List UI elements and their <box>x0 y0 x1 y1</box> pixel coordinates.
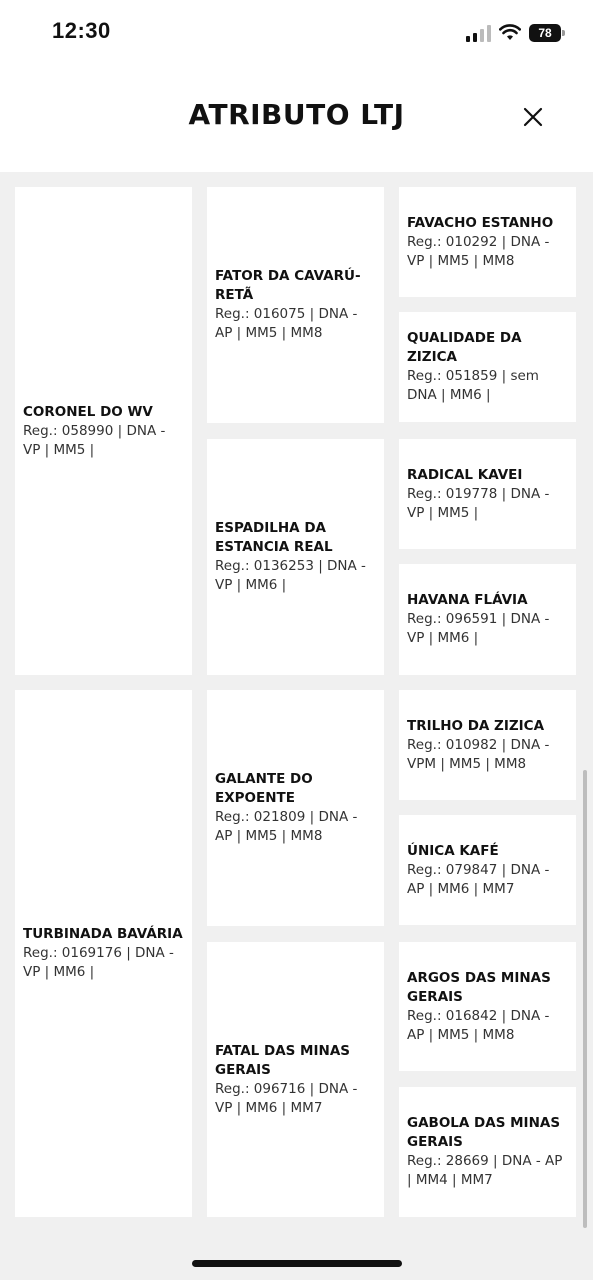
pedigree-card[interactable] <box>399 1087 576 1217</box>
animal-name: ARGOS DAS MINAS GERAIS <box>407 969 551 1005</box>
pedigree-card[interactable] <box>15 690 192 1217</box>
page-title: ATRIBUTO LTJ <box>188 98 405 131</box>
pedigree-card[interactable] <box>207 942 384 1217</box>
animal-info: Reg.: 010982 | DNA - VPM | MM5 | MM8 <box>407 736 550 772</box>
animal-info: Reg.: 016842 | DNA - AP | MM5 | MM8 <box>407 1007 550 1043</box>
home-indicator[interactable] <box>192 1260 402 1267</box>
animal-info: Reg.: 010292 | DNA - VP | MM5 | MM8 <box>407 233 550 269</box>
animal-name: ÚNICA KAFÉ <box>407 842 499 859</box>
animal-name: FAVACHO ESTANHO <box>407 214 554 231</box>
battery-level: 78 <box>538 26 552 40</box>
animal-info: Reg.: 016075 | DNA - AP | MM5 | MM8 <box>215 306 358 341</box>
wifi-icon <box>499 24 521 42</box>
animal-info: Reg.: 021809 | DNA - AP | MM5 | MM8 <box>215 809 358 844</box>
animal-info: Reg.: 058990 | DNA - VP | MM5 | <box>23 422 166 458</box>
animal-name: GABOLA DAS MINAS GERAIS <box>407 1115 561 1150</box>
pedigree-card[interactable] <box>399 690 576 800</box>
animal-name: FATOR DA CAVARÚ-RETÃ <box>215 268 361 303</box>
pedigree-card[interactable] <box>399 815 576 925</box>
animal-info: Reg.: 096591 | DNA - VP | MM6 | <box>407 611 550 646</box>
animal-name: QUALIDADE DA ZIZICA <box>407 330 522 365</box>
animal-name: FATAL DAS MINAS GERAIS <box>215 1042 350 1078</box>
pedigree-card[interactable] <box>399 439 576 549</box>
pedigree-card[interactable] <box>399 187 576 297</box>
pedigree-card[interactable] <box>207 690 384 926</box>
status-time: 12:30 <box>52 18 111 43</box>
pedigree-card[interactable] <box>207 187 384 423</box>
status-icons <box>466 22 561 44</box>
cellular-signal-icon <box>466 24 491 42</box>
animal-name: RADICAL KAVEI <box>407 466 523 483</box>
animal-info: Reg.: 079847 | DNA - AP | MM6 | MM7 <box>407 861 550 897</box>
pedigree-card[interactable] <box>15 187 192 675</box>
animal-name: GALANTE DO EXPOENTE <box>215 771 313 806</box>
animal-name: HAVANA FLÁVIA <box>407 592 528 608</box>
animal-info: Reg.: 28669 | DNA - AP | MM4 | MM7 <box>407 1153 563 1188</box>
animal-name: CORONEL DO WV <box>23 403 153 420</box>
animal-info: Reg.: 096716 | DNA - VP | MM6 | MM7 <box>215 1080 358 1116</box>
scrollbar[interactable] <box>583 770 587 1228</box>
battery-icon <box>529 24 561 42</box>
pedigree-card[interactable] <box>399 942 576 1071</box>
pedigree-card[interactable] <box>399 312 576 422</box>
animal-info: Reg.: 0169176 | DNA - VP | MM6 | <box>23 945 174 980</box>
animal-info: Reg.: 019778 | DNA - VP | MM5 | <box>407 485 550 521</box>
animal-name: TURBINADA BAVÁRIA <box>23 926 183 942</box>
pedigree-card[interactable] <box>399 564 576 675</box>
animal-info: Reg.: 051859 | sem DNA | MM6 | <box>407 368 539 403</box>
animal-info: Reg.: 0136253 | DNA - VP | MM6 | <box>215 558 366 593</box>
pedigree-card[interactable] <box>207 439 384 675</box>
close-icon[interactable] <box>518 102 548 132</box>
animal-name: ESPADILHA DA ESTANCIA REAL <box>215 520 333 555</box>
top-bar <box>0 0 593 172</box>
animal-name: TRILHO DA ZIZICA <box>407 717 545 734</box>
